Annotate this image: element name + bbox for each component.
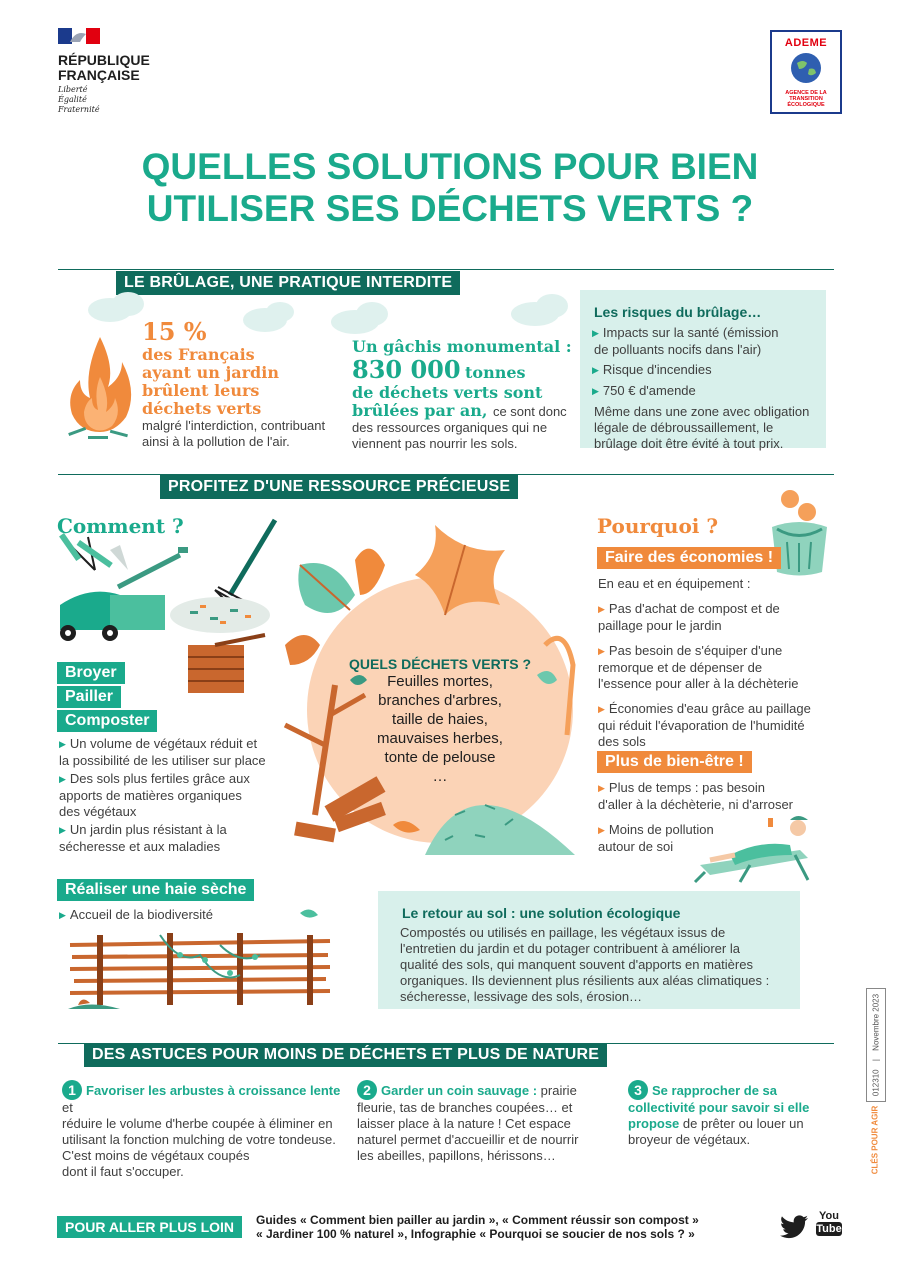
republique-line1: RÉPUBLIQUE: [58, 52, 150, 68]
eco-point-2: ▶ Pas besoin de s'équiper d'une: [598, 643, 828, 660]
stat2-line2: brûlées par an,: [352, 401, 488, 420]
tip-3-bold3: propose: [628, 1116, 680, 1131]
eco-point-2-cont1: remorque et de dépenser de: [598, 660, 763, 675]
comment-point-2-cont1: apports de matières organiques: [59, 788, 242, 803]
comment-point-3-cont: sécheresse et aux maladies: [59, 839, 221, 854]
wellbeing-point-2: ▶ Moins de pollution: [598, 822, 818, 839]
side-code-date: 012310 | Novembre 2023: [866, 988, 886, 1102]
ademe-sub1: AGENCE DE LA: [785, 90, 827, 96]
footer-links[interactable]: [256, 1213, 699, 1241]
risk-item-health-cont: de polluants nocifs dans l'air): [594, 342, 762, 357]
retour-line3: qualité des sols, qui manquent souvent d'apports en matières: [400, 957, 753, 972]
risks-note-line2: légale de débroussaillement, le: [594, 420, 774, 435]
tip-1-bold: Favoriser les arbustes à croissance lente: [86, 1083, 341, 1098]
dry-hedge-illustration: [60, 905, 340, 1015]
comment-point-3: ▶ Un jardin plus résistant à la: [59, 822, 289, 839]
tag-broyer: Broyer: [57, 662, 125, 684]
haie-point: ▶ Accueil de la biodiversité: [59, 907, 213, 924]
stat1-note: [142, 418, 326, 450]
tip-2-line2: laisser place à la nature ! Cet espace: [357, 1116, 571, 1131]
center-line5: tonte de pelouse: [384, 749, 496, 766]
stat2-note-inline: ce sont donc: [492, 404, 567, 419]
center-title: QUELS DÉCHETS VERTS ?: [348, 656, 532, 672]
eco-point-3-cont2: des sols: [598, 734, 646, 749]
risks-note-line3: brûlage doit être évité à tout prix.: [594, 436, 784, 451]
tip-3-line1: broyeur de végétaux.: [628, 1132, 751, 1147]
youtube-tube: Tube: [816, 1223, 842, 1235]
haie-tag: Réaliser une haie sèche: [57, 879, 254, 901]
section1-banner: LE BRÛLAGE, UNE PRATIQUE INTERDITE: [116, 271, 460, 295]
risk-item-health: ▶ Impacts sur la santé (émission: [592, 325, 822, 342]
tip-3: [628, 1080, 838, 1148]
center-line2: branches d'arbres,: [378, 692, 502, 709]
page-title-line2: UTILISER SES DÉCHETS VERTS ?: [146, 188, 754, 229]
eco-point-1: ▶ Pas d'achat de compost et de: [598, 601, 828, 618]
stat-830000: [352, 338, 572, 452]
center-line1: Feuilles mortes,: [387, 673, 493, 690]
tip-1-line4: dont il faut s'occuper.: [62, 1164, 184, 1179]
tip-3-bold2: collectivité pour savoir si elle: [628, 1100, 810, 1115]
stat2-line1: de déchets verts sont: [352, 383, 543, 402]
marianne-icon: [58, 28, 102, 46]
youtube-icon[interactable]: [816, 1210, 842, 1236]
stat-15-percent: [142, 318, 279, 418]
comment-point-1-cont: la possibilité de les utiliser sur place: [59, 753, 266, 768]
retour-box: [378, 891, 800, 1009]
risks-box: [580, 290, 826, 451]
eco-intro: En eau et en équipement :: [598, 576, 751, 591]
tip-1: [62, 1080, 352, 1180]
retour-line2: l'entretien du jardin et du potager contribuent à améliorer la: [400, 941, 740, 956]
side-code: 012310: [871, 1069, 881, 1097]
comment-point-2: ▶ Des sols plus fertiles grâce aux: [59, 771, 289, 788]
ademe-sub3: ÉCOLOGIQUE: [787, 102, 825, 108]
risk-item-fine: ▶ 750 € d'amende: [592, 383, 822, 400]
tip-2-line4: les abeilles, papillons, hérissons…: [357, 1148, 556, 1163]
tip-2-line3: naturel permet d'accueillir et de nourrir: [357, 1132, 579, 1147]
tip-2-line1: fleurie, tas de branches coupées… et: [357, 1100, 573, 1115]
tip-1-line1: réduire le volume d'herbe coupée à éliminer en: [62, 1116, 333, 1131]
eco-tag: Faire des économies !: [597, 547, 781, 569]
ademe-name: ADEME: [784, 37, 828, 49]
tip-1-line3: C'est moins de végétaux coupés: [62, 1148, 250, 1163]
motto-egalite: Égalité: [58, 95, 87, 104]
center-line3: taille de haies,: [392, 711, 488, 728]
comment-title: Comment ?: [57, 514, 184, 538]
wellbeing-point-2-cont: autour de soi: [598, 839, 674, 854]
motto-liberte: Liberté: [58, 85, 88, 94]
page-title: [0, 146, 900, 230]
twitter-icon[interactable]: [780, 1215, 808, 1239]
tip-3-bold1: Se rapprocher de sa: [652, 1083, 777, 1098]
tip-2-number: 2: [357, 1080, 377, 1100]
risks-note-line1: Même dans une zone avec obligation: [594, 404, 810, 419]
tip-3-line0: de prêter ou louer un: [682, 1116, 804, 1131]
eco-point-3: ▶ Économies d'eau grâce au paillage: [598, 701, 828, 718]
tip-2: [357, 1080, 607, 1164]
page-title-line1: QUELLES SOLUTIONS POUR BIEN: [141, 146, 759, 187]
side-date: Novembre 2023: [871, 993, 881, 1051]
stat2-number: 830 000: [352, 355, 461, 384]
eco-point-3-cont1: qui réduit l'évaporation de l'humidité: [598, 718, 805, 733]
wellbeing-tag: Plus de bien-être !: [597, 751, 752, 773]
deckchair-person-illustration: [690, 810, 820, 885]
retour-line1: Compostés ou utilisés en paillage, les végétaux issus de: [400, 925, 726, 940]
republique-line2: FRANÇAISE: [58, 67, 140, 83]
stat2-note-line1: des ressources organiques qui ne: [352, 420, 548, 435]
republique-logo: [58, 28, 150, 115]
footer-line1[interactable]: Guides « Comment bien pailler au jardin », « Comment réussir son compost »: [256, 1213, 699, 1227]
ademe-sub2: TRANSITION: [789, 96, 823, 102]
eco-block: [598, 576, 828, 750]
tip-3-number: 3: [628, 1080, 648, 1100]
retour-line5: sécheresse, lessivage des sols, érosion…: [400, 989, 643, 1004]
stat2-note-line2: viennent pas nourrir les sols.: [352, 436, 518, 451]
center-text-block: [330, 656, 550, 786]
eco-point-1-cont: paillage pour le jardin: [598, 618, 722, 633]
comment-points: [59, 736, 289, 855]
stat1-note-line2: ainsi à la pollution de l'air.: [142, 434, 290, 449]
stat1-line4: déchets verts: [142, 399, 262, 418]
footer-tag: POUR ALLER PLUS LOIN: [57, 1216, 242, 1238]
section3-banner: DES ASTUCES POUR MOINS DE DÉCHETS ET PLUS DE NATURE: [84, 1043, 607, 1067]
tip-1-number: 1: [62, 1080, 82, 1100]
section2-banner: PROFITEZ D'UNE RESSOURCE PRÉCIEUSE: [160, 475, 518, 499]
fire-icon: [60, 332, 140, 447]
risks-title: Les risques du brûlage…: [594, 304, 762, 320]
tag-pailler: Pailler: [57, 686, 121, 708]
risk-item-fire: ▶ Risque d'incendies: [592, 362, 822, 379]
comment-point-1: ▶ Un volume de végétaux réduit et: [59, 736, 289, 753]
stat1-line1: des Français: [142, 345, 255, 364]
globe-icon: [789, 51, 823, 85]
eco-point-2-cont2: l'essence pour aller à la déchèterie: [598, 676, 799, 691]
stat1-note-line1: malgré l'interdiction, contribuant: [142, 418, 326, 433]
tip-2-line0: prairie: [540, 1083, 577, 1098]
retour-line4: organiques. Ils deviennent plus résilients aux aléas climatiques :: [400, 973, 770, 988]
motto-fraternite: Fraternité: [58, 105, 100, 114]
stat1-line3: brûlent leurs: [142, 381, 260, 400]
youtube-you: You: [819, 1210, 839, 1222]
retour-title: Le retour au sol : une solution écologique: [402, 905, 681, 921]
stat2-lead: Un gâchis monumental :: [352, 337, 572, 356]
comment-point-2-cont2: des végétaux: [59, 804, 137, 819]
center-line4: mauvaises herbes,: [377, 730, 503, 747]
side-cles: CLÉS POUR AGIR: [870, 1105, 880, 1175]
divider-1: [58, 269, 834, 270]
tip-2-bold: Garder un coin sauvage :: [381, 1083, 538, 1098]
stat1-number: 15 %: [142, 317, 207, 346]
tag-composter: Composter: [57, 710, 157, 732]
tip-1-line0: et: [62, 1100, 73, 1115]
footer-line2[interactable]: « Jardiner 100 % naturel », Infographie « Pourquoi se soucier de nos sols ? »: [256, 1227, 695, 1241]
stat2-unit: tonnes: [465, 363, 526, 382]
tip-1-line2: utilisant la fonction mulching de votre tondeuse.: [62, 1132, 336, 1147]
center-line6: …: [432, 768, 448, 785]
side-info: [866, 988, 886, 1188]
stat1-line2: ayant un jardin: [142, 363, 279, 382]
ademe-logo: [770, 30, 842, 114]
wellbeing-point-1-cont: d'aller à la déchèterie, ni d'arroser: [598, 797, 794, 812]
pourquoi-title: Pourquoi ?: [597, 514, 719, 538]
wellbeing-point-1: ▶ Plus de temps : pas besoin: [598, 780, 818, 797]
